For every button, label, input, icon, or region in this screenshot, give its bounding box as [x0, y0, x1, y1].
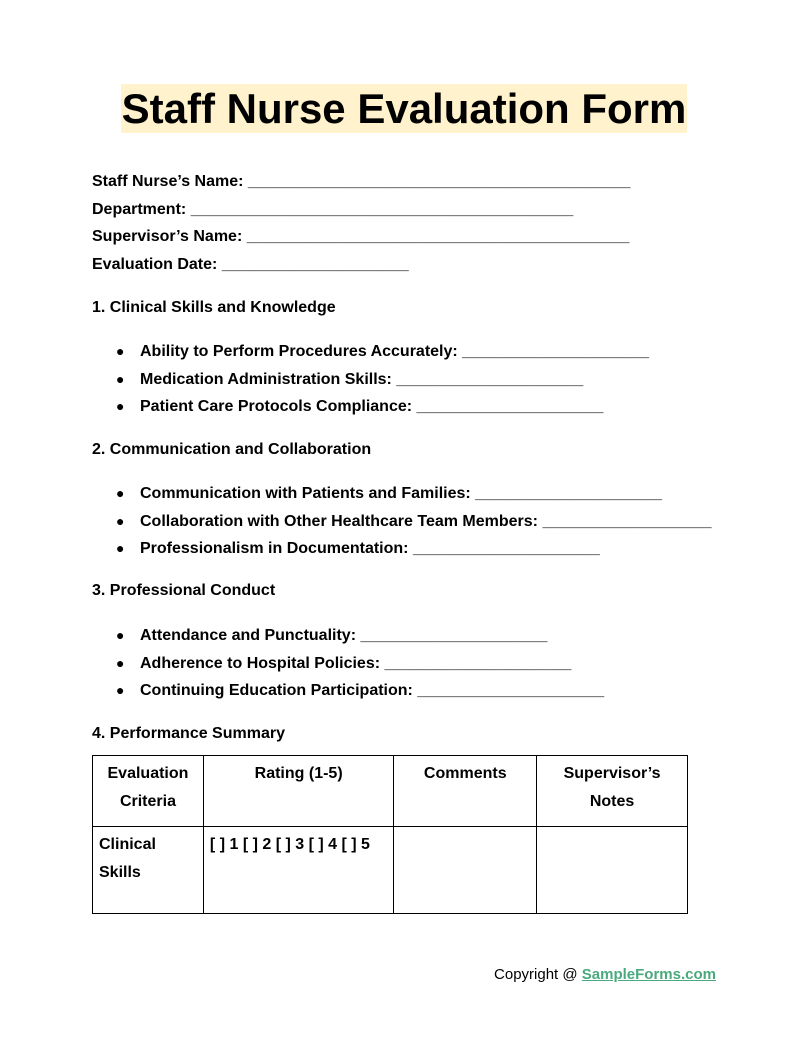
evaluation-date-field	[92, 251, 631, 279]
item-label: Communication with Patients and Families:	[140, 485, 471, 502]
item-line[interactable]: _____________________	[412, 540, 600, 558]
bullet-icon: ●	[116, 654, 125, 671]
section-heading-professional-conduct: 3. Professional Conduct	[92, 582, 276, 599]
copyright-footer	[494, 964, 716, 986]
field-label: Staff Nurse’s Name:	[92, 173, 244, 190]
item-line[interactable]: _____________________	[417, 682, 605, 700]
communication-list	[116, 480, 712, 563]
list-item	[116, 508, 712, 536]
table-cell-comments[interactable]	[394, 827, 537, 914]
sampleforms-link[interactable]: SampleForms.com	[581, 966, 716, 983]
bullet-icon: ●	[116, 370, 125, 387]
item-label: Collaboration with Other Healthcare Team Members:	[140, 512, 539, 530]
field-line[interactable]: ___________________________________________	[246, 228, 630, 246]
list-item	[116, 650, 604, 678]
bullet-icon: ●	[116, 343, 125, 359]
list-item	[116, 622, 604, 650]
list-item	[116, 677, 604, 705]
field-line[interactable]: ___________________________________________	[247, 173, 631, 190]
section-heading-communication: 2. Communication and Collaboration	[92, 441, 372, 458]
item-line[interactable]: _____________________	[360, 627, 548, 644]
item-label: Continuing Education Participation:	[140, 682, 413, 700]
page-title: Staff Nurse Evaluation Form	[121, 85, 687, 132]
item-line[interactable]: _____________________	[416, 398, 604, 416]
item-label: Patient Care Protocols Compliance:	[140, 398, 413, 416]
item-line[interactable]: ___________________	[542, 512, 712, 530]
table-cell-rating[interactable]: [ ] 1 [ ] 2 [ ] 3 [ ] 4 [ ] 5	[203, 827, 393, 914]
item-label: Ability to Perform Procedures Accurately:	[140, 343, 458, 360]
item-line[interactable]: _____________________	[384, 654, 572, 672]
professional-conduct-list	[116, 622, 604, 705]
list-item	[116, 338, 649, 366]
section-heading-performance-summary: 4. Performance Summary	[92, 725, 285, 742]
department-field	[92, 196, 631, 224]
bullet-icon: ●	[116, 485, 125, 501]
staff-nurse-name-field	[92, 168, 631, 196]
copyright-text: Copyright @	[494, 966, 582, 983]
list-item	[116, 366, 649, 394]
field-label: Department:	[92, 200, 187, 218]
list-item	[116, 480, 712, 508]
table-row	[93, 827, 688, 914]
table-header-cell: Evaluation Criteria	[93, 756, 204, 827]
field-label: Supervisor’s Name:	[92, 228, 243, 246]
table-header-cell: Comments	[394, 756, 537, 827]
supervisor-name-field	[92, 223, 631, 251]
section-heading-clinical-skills: 1. Clinical Skills and Knowledge	[92, 299, 336, 316]
table-cell-notes[interactable]	[537, 827, 688, 914]
field-line[interactable]: ___________________________________________	[190, 200, 574, 218]
item-label: Adherence to Hospital Policies:	[140, 654, 381, 672]
bullet-icon: ●	[116, 398, 125, 415]
bullet-icon: ●	[116, 540, 125, 557]
table-header-row	[93, 756, 688, 827]
item-line[interactable]: _____________________	[462, 343, 650, 360]
performance-summary-table	[92, 755, 688, 914]
bullet-icon: ●	[116, 627, 125, 643]
list-item	[116, 393, 649, 421]
bullet-icon: ●	[116, 682, 125, 699]
field-label: Evaluation Date:	[92, 256, 218, 274]
table-cell-criteria: Clinical Skills	[93, 827, 204, 914]
item-label: Attendance and Punctuality:	[140, 627, 357, 644]
item-line[interactable]: _____________________	[396, 370, 584, 388]
bullet-icon: ●	[116, 512, 125, 529]
header-fields	[92, 168, 631, 279]
item-line[interactable]: _____________________	[475, 485, 663, 502]
item-label: Professionalism in Documentation:	[140, 540, 409, 558]
table-header-cell: Supervisor’s Notes	[537, 756, 688, 827]
list-item	[116, 535, 712, 563]
table-header-cell: Rating (1-5)	[203, 756, 393, 827]
clinical-skills-list	[116, 338, 649, 421]
field-line[interactable]: _____________________	[221, 256, 409, 274]
item-label: Medication Administration Skills:	[140, 370, 392, 388]
